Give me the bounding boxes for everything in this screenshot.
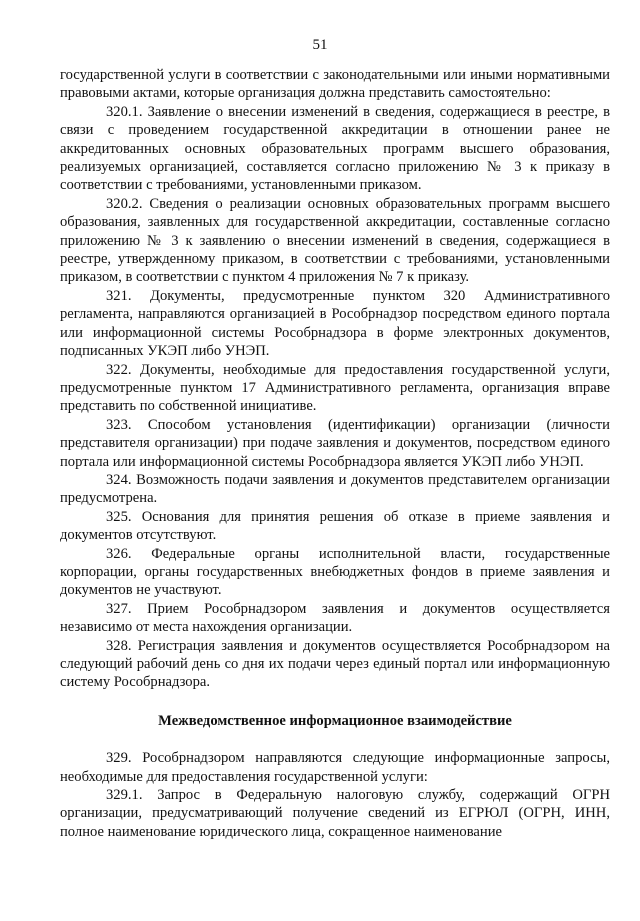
paragraph-321: 321. Документы, предусмотренные пунктом 320 Административного регламента, направляются организацией в Рособрнадзор посредством единого портала или информационной системы Рособрнадзора в форме электронных документов, подписанных УКЭП либо УНЭП. — [60, 287, 610, 360]
paragraph-322: 322. Документы, необходимые для предоставления государственной услуги, предусмотренные пунктом 17 Административного регламента, организация вправе представить по собственной инициативе. — [60, 361, 610, 415]
paragraph-327: 327. Прием Рособрнадзором заявления и документов осуществляется независимо от места нахождения организации. — [60, 600, 610, 636]
paragraph-323: 323. Способом установления (идентификации) организации (личности представителя организации) при подаче заявления и документов, посредством единого портала или информационной системы Рособрнадзора является УКЭП либо УНЭП. — [60, 416, 610, 470]
paragraph-329-1: 329.1. Запрос в Федеральную налоговую службу, содержащий ОГРН организации, предусматривающий получение сведений из ЕГРЮЛ (ОГРН, ИНН, полное наименование юридического лица, сокращенное наименование — [60, 787, 610, 840]
page-number: 51 — [312, 37, 328, 53]
paragraph-329: 329. Рособрнадзором направляются следующие информационные запросы, необходимые для предоставления государственной услуги: — [60, 750, 610, 785]
paragraph-320-1: 320.1. Заявление о внесении изменений в сведения, содержащиеся в реестре, в связи с проведением государственной аккредитации в отношении ранее не аккредитованных основных образовательных программ высшего образования, реализуемых организацией, составляется согласно приложению № 3 к приказу в соответствии с требованиями, установленными приказом. — [60, 103, 610, 194]
paragraph-328: 328. Регистрация заявления и документов осуществляется Рособрнадзором на следующий рабочий день со дня их подачи через единый портал или информационную систему Рособрнадзора. — [60, 637, 610, 691]
paragraph-320-2: 320.2. Сведения о реализации основных образовательных программ высшего образования, заявленных для государственной аккредитации, составленные согласно приложению № 3 к заявлению о внесении изменений в сведения, содержащиеся в реестре, утвержденному приказом, в соответствии с требованиями, установленными приказом, в соответствии с пунктом 4 приложения № 7 к приказу. — [60, 195, 610, 286]
section-heading: Межведомственное информационное взаимодействие — [158, 712, 512, 729]
paragraph-324: 324. Возможность подачи заявления и документов представителем организации предусмотрена. — [60, 471, 610, 507]
paragraph-320-continuation: государственной услуги в соответствии с законодательными или иными нормативными правовыми актами, которые организация должна представить самостоятельно: — [60, 67, 610, 102]
document-body — [60, 66, 610, 841]
paragraph-326: 326. Федеральные органы исполнительной власти, государственные корпорации, органы государственных внебюджетных фондов в приеме заявления и документов не участвуют. — [60, 545, 610, 599]
paragraph-325: 325. Основания для принятия решения об отказе в приеме заявления и документов отсутствуют. — [60, 508, 610, 544]
